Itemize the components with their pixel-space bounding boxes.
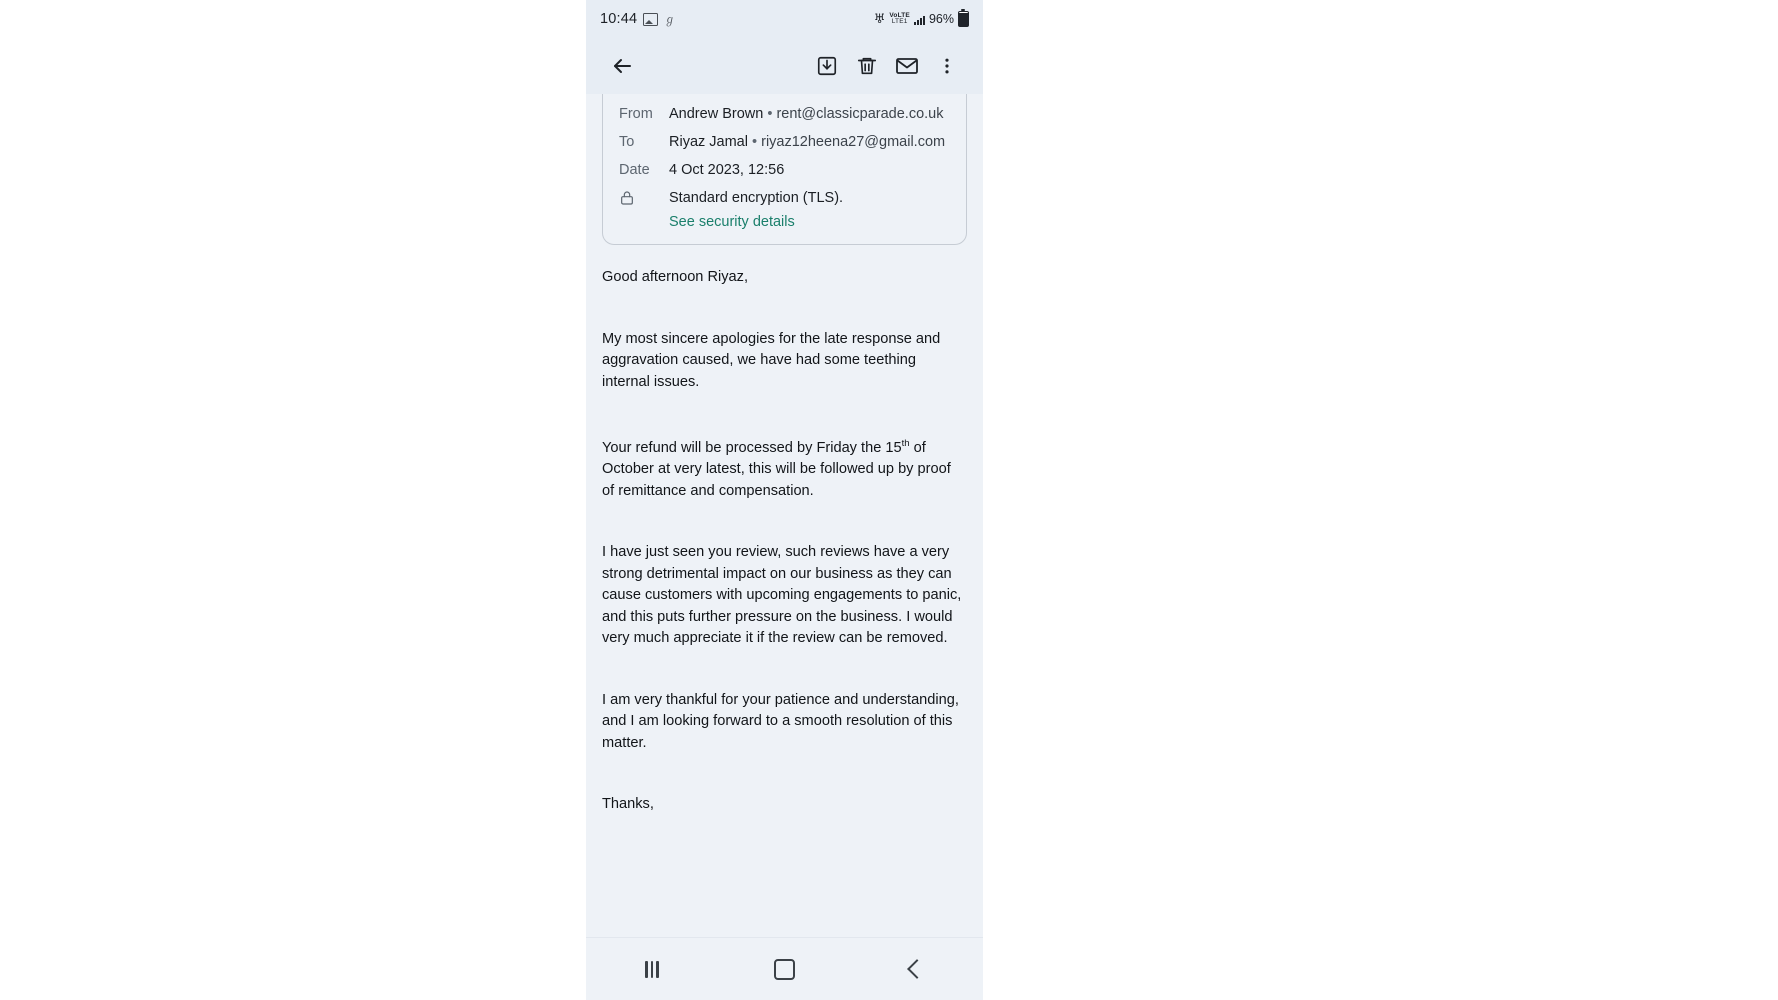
from-value xyxy=(669,104,944,124)
encryption-row xyxy=(603,184,966,212)
lock-icon xyxy=(619,188,669,207)
date-row xyxy=(603,156,966,184)
status-bar xyxy=(586,0,983,38)
body-paragraph-3: I have just seen you review, such reviews have a very strong detrimental impact on our business as they can cause customers with upcoming engagements to panic, and this puts further pressure on the business. I would very much appreciate it if the review can be removed. xyxy=(602,544,962,647)
email-scroll-area[interactable] xyxy=(586,94,983,938)
body-paragraph-2-ordinal: th xyxy=(901,438,910,449)
from-label: From xyxy=(619,106,653,122)
photo-icon xyxy=(643,13,658,26)
back-arrow-icon[interactable] xyxy=(602,46,642,86)
nav-back-icon[interactable] xyxy=(889,946,945,992)
phone-screen xyxy=(586,0,983,1000)
archive-icon[interactable] xyxy=(807,46,847,86)
body-paragraph-2-before: Your refund will be processed by Friday the 15 xyxy=(602,439,902,456)
from-email: rent@classicparade.co.uk xyxy=(776,106,944,122)
to-value xyxy=(669,132,945,152)
volte-label-bottom: LTE1 xyxy=(891,18,908,25)
signal-bars-icon xyxy=(914,14,925,25)
battery-icon xyxy=(958,11,969,27)
from-row xyxy=(603,100,966,128)
wifi-icon: ♅ xyxy=(873,11,886,27)
email-header-card xyxy=(602,94,967,245)
to-row xyxy=(603,128,966,156)
volte-icon xyxy=(889,13,910,26)
status-bar-right xyxy=(874,11,969,27)
body-paragraph-2 xyxy=(602,433,967,502)
status-clock: 10:44 xyxy=(600,11,638,27)
app-toolbar xyxy=(586,38,983,94)
body-paragraph-4: I am very thankful for your patience and understanding, and I am looking forward to a smooth resolution of this matter. xyxy=(602,691,959,751)
trash-icon[interactable] xyxy=(847,46,887,86)
body-paragraph-2-after: of October at very latest, this will be followed up by proof of remittance and compensation. xyxy=(602,439,951,499)
to-name: Riyaz Jamal xyxy=(669,134,748,150)
mail-icon[interactable] xyxy=(887,46,927,86)
home-icon[interactable] xyxy=(756,946,812,992)
body-paragraph-1: My most sincere apologies for the late response and aggravation caused, we have had some teething internal issues. xyxy=(602,330,941,390)
to-label: To xyxy=(619,134,635,150)
to-separator: • xyxy=(752,134,758,150)
see-security-details-link[interactable]: See security details xyxy=(669,214,795,230)
status-bar-left xyxy=(600,11,675,27)
body-closing: Thanks, xyxy=(602,796,654,813)
to-email: riyaz12heena27@gmail.com xyxy=(761,134,946,150)
battery-percent: 96% xyxy=(928,12,954,26)
g-icon: ℊ xyxy=(664,13,676,26)
date-value: 4 Oct 2023, 12:56 xyxy=(669,162,785,178)
from-name: Andrew Brown xyxy=(669,106,764,122)
volte-label-top: VoLTE xyxy=(889,11,910,19)
date-label: Date xyxy=(619,162,650,178)
body-greeting: Good afternoon Riyaz, xyxy=(602,269,749,285)
email-body xyxy=(586,245,983,816)
recents-icon[interactable] xyxy=(624,946,680,992)
from-separator: • xyxy=(767,106,773,122)
more-vertical-icon[interactable] xyxy=(927,46,967,86)
encryption-text: Standard encryption (TLS). xyxy=(669,190,844,206)
android-nav-bar xyxy=(586,937,983,1000)
